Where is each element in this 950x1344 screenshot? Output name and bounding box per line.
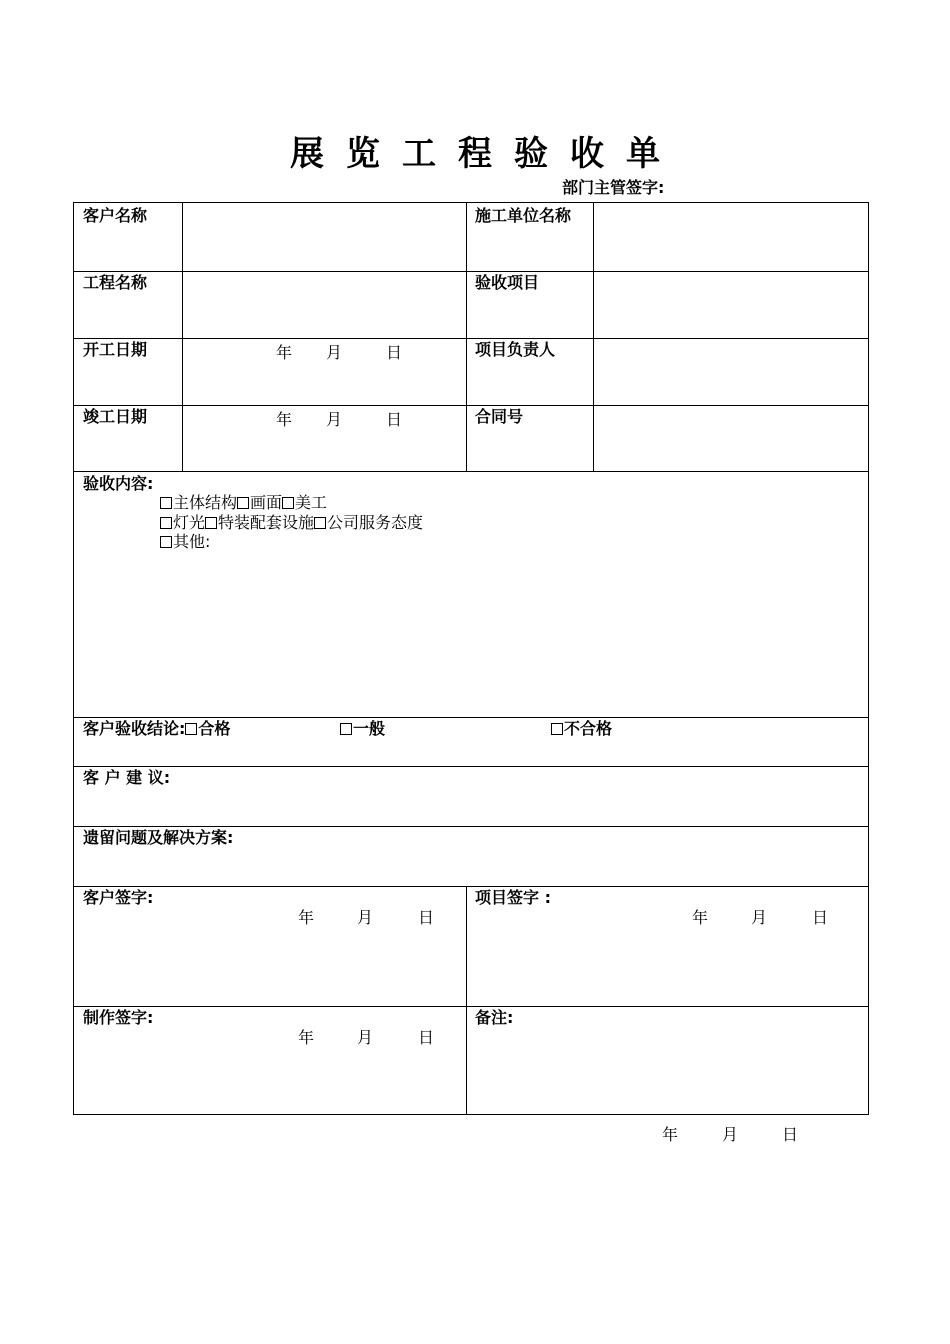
year-unit: 年 [276, 343, 293, 362]
contract-no-label: 合同号 [475, 407, 524, 426]
dept-sign-label: 部门主管签字: [562, 178, 665, 197]
month-unit: 月 [357, 1028, 374, 1047]
end-date-label: 竣工日期 [83, 407, 148, 426]
day-unit: 日 [812, 908, 829, 927]
year-unit: 年 [298, 1028, 315, 1047]
remarks-label: 备注: [475, 1008, 514, 1027]
row-divider [74, 886, 868, 887]
contractor-name-label: 施工单位名称 [475, 206, 572, 225]
row-divider [74, 471, 868, 472]
month-unit: 月 [326, 343, 343, 362]
customer-name-label: 客户名称 [83, 206, 148, 225]
content-item: 特装配套设施 [218, 513, 315, 532]
content-line-3 [160, 532, 210, 551]
year-unit: 年 [298, 908, 315, 927]
checkbox[interactable] [551, 723, 563, 735]
day-unit: 日 [386, 343, 403, 362]
row-divider [74, 405, 868, 406]
year-unit: 年 [662, 1125, 679, 1144]
checkbox[interactable] [185, 723, 197, 735]
content-label: 验收内容: [83, 474, 154, 493]
day-unit: 日 [418, 908, 435, 927]
conclusion-option: 不合格 [564, 719, 613, 738]
content-line-1 [160, 493, 327, 512]
row-divider [74, 766, 868, 767]
content-item: 公司服务态度 [327, 513, 424, 532]
checkbox[interactable] [205, 517, 217, 529]
conclusion-option: 一般 [353, 719, 386, 738]
month-unit: 月 [357, 908, 374, 927]
content-item: 画面 [250, 493, 283, 512]
year-unit: 年 [692, 908, 709, 927]
production-sign-label: 制作签字: [83, 1008, 154, 1027]
conclusion-row [83, 719, 230, 738]
checkbox[interactable] [160, 536, 172, 548]
row-divider [74, 826, 868, 827]
conclusion-option-3 [551, 719, 612, 738]
row-divider [74, 1006, 868, 1007]
issues-label: 遗留问题及解决方案: [83, 828, 234, 847]
checkbox[interactable] [314, 517, 326, 529]
start-date-label: 开工日期 [83, 340, 148, 359]
day-unit: 日 [782, 1125, 799, 1144]
col-divider [466, 203, 467, 471]
project-manager-label: 项目负责人 [475, 340, 556, 359]
month-unit: 月 [326, 410, 343, 429]
month-unit: 月 [751, 908, 768, 927]
content-line-2 [160, 513, 423, 532]
day-unit: 日 [418, 1028, 435, 1047]
row-divider [74, 717, 868, 718]
row-divider [74, 338, 868, 339]
checkbox[interactable] [160, 497, 172, 509]
content-item: 主体结构 [173, 493, 238, 512]
suggestion-label: 客 户 建 议: [83, 768, 171, 787]
project-name-label: 工程名称 [83, 273, 148, 292]
day-unit: 日 [386, 410, 403, 429]
col-divider [466, 886, 467, 1114]
content-item: 美工 [295, 493, 328, 512]
checkbox[interactable] [340, 723, 352, 735]
checkbox[interactable] [160, 517, 172, 529]
acceptance-item-label: 验收项目 [475, 273, 540, 292]
content-item: 灯光 [173, 513, 206, 532]
content-item: 其他: [173, 532, 211, 551]
conclusion-option-2 [340, 719, 385, 738]
year-unit: 年 [276, 410, 293, 429]
conclusion-label: 客户验收结论: [83, 719, 186, 738]
project-sign-label: 项目签字 : [475, 888, 551, 907]
page-title: 展览工程验收单 [290, 134, 682, 174]
checkbox[interactable] [282, 497, 294, 509]
customer-sign-label: 客户签字: [83, 888, 154, 907]
checkbox[interactable] [237, 497, 249, 509]
row-divider [74, 271, 868, 272]
acceptance-form [73, 202, 869, 1115]
month-unit: 月 [722, 1125, 739, 1144]
col-divider [182, 203, 183, 471]
conclusion-option: 合格 [198, 719, 231, 738]
col-divider [593, 203, 594, 471]
